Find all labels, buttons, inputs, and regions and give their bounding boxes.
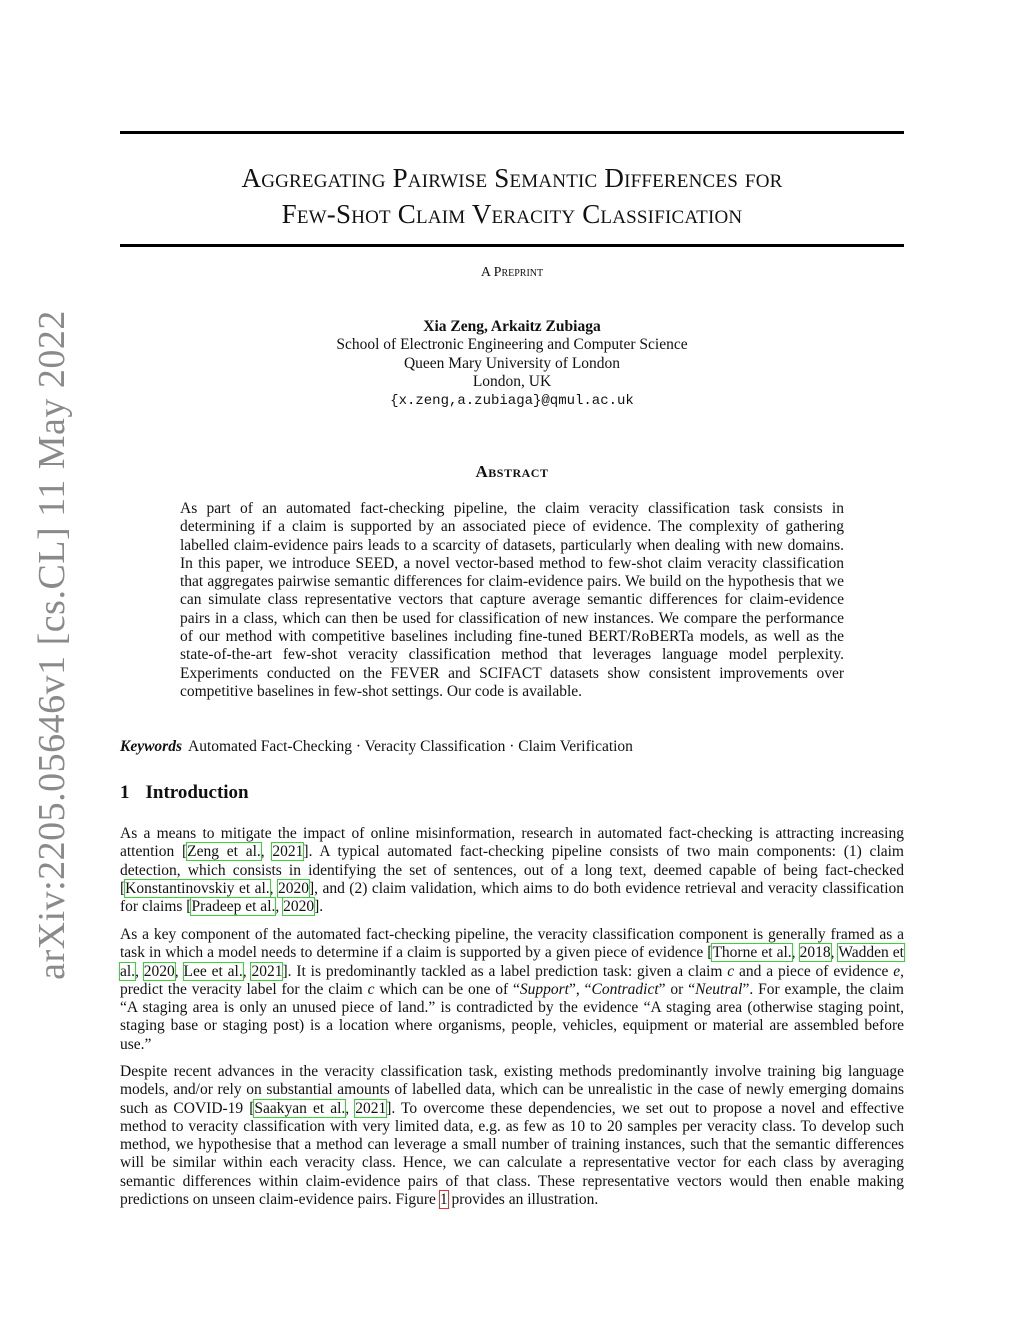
text-run: As a means to mitigate the impact of online misinformation, research in automated fact-checking is attracting increasing attention [ (120, 825, 904, 861)
variable-e: e (893, 962, 901, 980)
citation-link[interactable]: 2020 (283, 898, 315, 916)
keywords-text: Automated Fact-Checking · Veracity Classification · Claim Verification (188, 738, 633, 755)
intro-paragraph-2 (120, 926, 904, 1054)
abstract-heading: Abstract (475, 462, 549, 481)
citation-link[interactable]: Konstantinovskiy et al. (125, 879, 270, 897)
text-run: , (174, 962, 184, 980)
preprint-label: A Preprint (480, 265, 544, 280)
arxiv-identifier-stamp: arXiv:2205.05646v1 [cs.CL] 11 May 2022 (31, 310, 73, 980)
label-support: Support (519, 980, 569, 998)
section-heading-introduction (120, 782, 249, 804)
citation-link[interactable]: 2021 (355, 1099, 387, 1117)
text-run: , (275, 898, 284, 916)
author-block (120, 318, 904, 410)
abstract-text: As part of an automated fact-checking pipeline, the claim veracity classification task consists in determining if a claim is supported by an associated piece of evidence. The complexity of gathering labelled claim-evidence pairs leads to a scarcity of datasets, particularly when dealing with new domains. In this paper, we introduce SEED, a novel vector-based method to few-shot claim veracity classification that aggregates pairwise semantic differences for claim-evidence pairs. We build on the hypothesis that we can simulate class representative vectors that capture average semantic differences for claim-evidence pairs in a class, which can then be used for classification of new instances. We compare the performance of our method with competitive baselines including fine-tuned BERT/RoBERTa models, as well as the state-of-the-art few-shot veracity classification method that leverages language model perplexity. Experiments conducted on the FEVER and SCIFACT datasets show consistent improvements over competitive baselines in few-shot settings. Our code is available. (180, 500, 844, 700)
citation-link[interactable]: Thorne et al. (712, 944, 792, 962)
citation-link[interactable]: 2018 (799, 944, 831, 962)
text-run: Despite recent advances in the veracity classification task, existing methods predominantly involve training big language models, and/or rely on substantial amounts of labelled data, which can be unrealistic in the case of newly emerging domains such as COVID-19 [ (120, 1063, 904, 1117)
text-run: ]. To overcome these dependencies, we set out to propose a novel and effective method to veracity classification with very limited data, e.g. as few as 10 to 20 samples per veracity class. To develop such method, we hypothesise that a method can leverage a small number of training instances, such that the semantic differences will be similar within each veracity class. Hence, we can calculate a representative vector for each class by averaging semantic differences within claim-evidence pairs of that class. These representative vectors would then enable making predictions on unseen claim-evidence pairs. Figure (120, 1099, 905, 1209)
author-affiliation-2: Queen Mary University of London (403, 354, 621, 372)
citation-link[interactable]: 2021 (272, 843, 304, 861)
text-run: and a piece of evidence (734, 962, 894, 980)
text-run: , (830, 944, 839, 962)
label-neutral: Neutral (695, 980, 743, 998)
citation-link[interactable]: 2021 (251, 962, 283, 980)
text-run: , (135, 962, 144, 980)
title-line-2: Few-Shot Claim Veracity Classification (281, 199, 743, 229)
text-run: , (791, 944, 800, 962)
section-number: 1 (120, 782, 130, 803)
citation-link[interactable]: Zeng et al. (187, 843, 261, 861)
text-run: As a key component of the automated fact-checking pipeline, the veracity classification component is generally framed as a task in which a model needs to determine if a claim is supported by a given piece of evidence [ (120, 926, 904, 962)
text-run: ]. (314, 898, 324, 916)
author-location: London, UK (472, 373, 552, 391)
paper-title (120, 160, 904, 232)
author-email: {x.zeng,a.zubiaga}@qmul.ac.uk (390, 392, 634, 409)
title-rule-top (120, 131, 904, 134)
section-title: Introduction (145, 782, 249, 803)
citation-link[interactable]: 2020 (143, 962, 175, 980)
text-run: ”. For example, the claim “A staging area is only an unused piece of land.” is contradicted by the evidence “A staging area (otherwise staging point, staging base or staging post) is a location where organisms, people, vehicles, equipment or material are assembled before use.” (120, 980, 904, 1053)
text-run: , predict the veracity label for the claim (120, 962, 905, 998)
citation-link[interactable]: Saakyan et al. (254, 1099, 346, 1117)
citation-link[interactable]: Lee et al. (183, 962, 243, 980)
intro-paragraph-3 (120, 1063, 904, 1209)
text-run: , (242, 962, 252, 980)
text-run: , (260, 843, 273, 861)
figure-reference-link[interactable]: 1 (439, 1191, 448, 1209)
variable-c: c (367, 980, 375, 998)
citation-link[interactable]: Wadden et al. (120, 944, 904, 980)
text-run: ]. A typical automated fact-checking pipeline consists of two main components: (1) claim detection, which consists in identifying the set of sentences, out of a long text, deemed capable of being fact-checked [ (120, 843, 904, 897)
text-run: provides an illustration. (447, 1191, 599, 1209)
author-affiliation-1: School of Electronic Engineering and Computer Science (336, 336, 688, 354)
citation-link[interactable]: Pradeep et al. (191, 898, 276, 916)
title-line-1: Aggregating Pairwise Semantic Differences for (241, 163, 783, 193)
intro-paragraph-1 (120, 825, 904, 916)
keywords-line (120, 738, 904, 756)
text-run: , (345, 1099, 356, 1117)
text-run: , (269, 879, 278, 897)
label-contradict: Contradict (591, 980, 659, 998)
text-run: ]. It is predominantly tackled as a label prediction task: given a claim (282, 962, 728, 980)
citation-link[interactable]: 2020 (278, 879, 309, 897)
author-names: Xia Zeng, Arkaitz Zubiaga (423, 318, 601, 335)
text-run: which can be one of “ (374, 980, 520, 998)
text-run: ], and (2) claim validation, which aims to do both evidence retrieval and veracity classification for claims [ (120, 879, 904, 916)
keywords-label: Keywords (120, 738, 182, 755)
variable-c: c (727, 962, 735, 980)
text-run: ”, “ (568, 980, 592, 998)
text-run: ” or “ (658, 980, 696, 998)
title-rule-bottom (120, 244, 904, 247)
